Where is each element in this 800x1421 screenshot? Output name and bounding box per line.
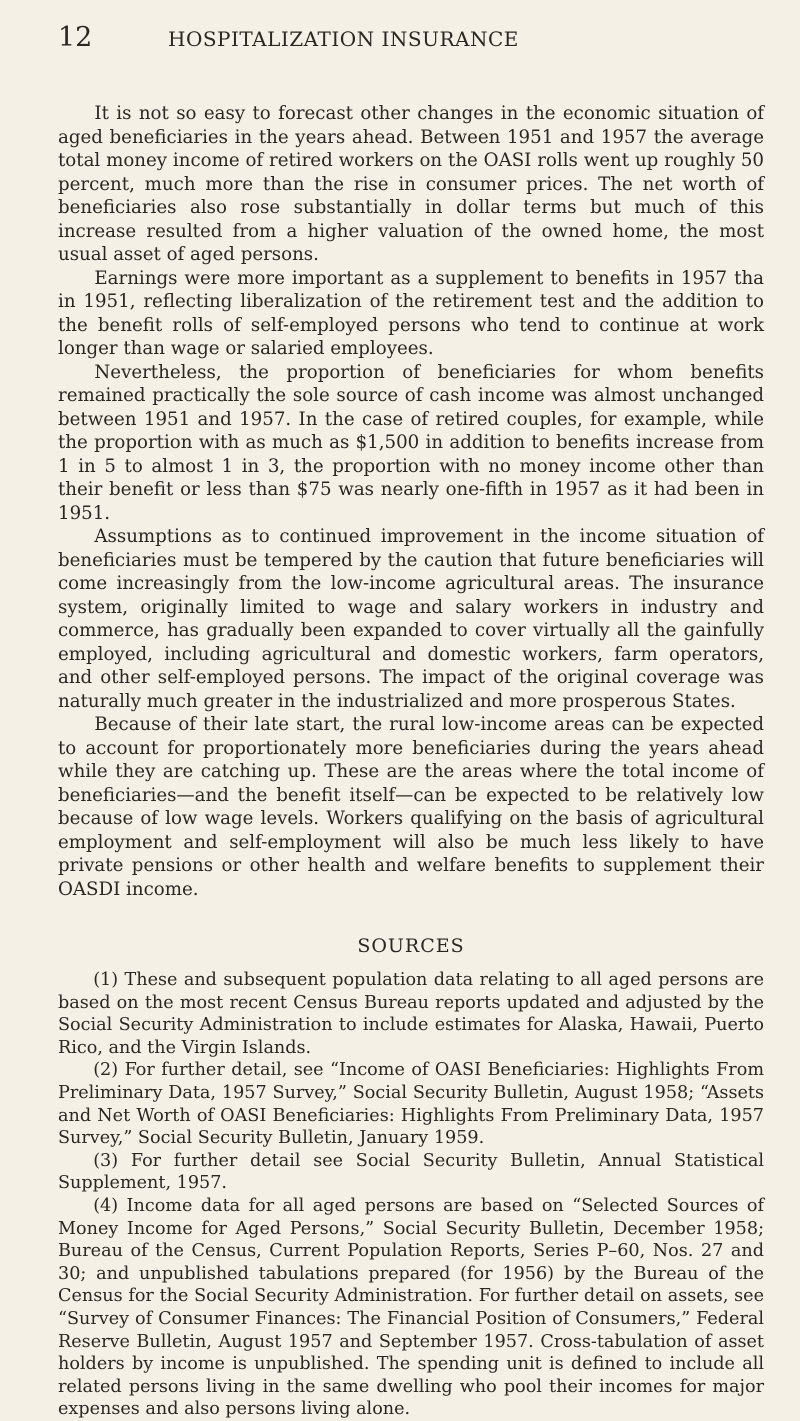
paragraph: Earnings were more important as a supplement to benefits in 1957 tha in 1951, reflecting liberalization of the retirement test and the addition to the benefit rolls of self-employed persons who tend to continue at work longer than wage or salaried employees. xyxy=(58,267,764,359)
running-head: HOSPITALIZATION INSURANCE xyxy=(168,27,519,51)
source-item: (3) For further detail see Social Security Bulletin, Annual Statistical Supplement, 1957. xyxy=(58,1150,764,1194)
source-item: (1) These and subsequent population data relating to all aged persons are based on the most recent Census Bureau reports updated and adjusted by the Social Security Administration to include estimates for Alaska, Hawaii, Puerto Rico, and the Virgin Islands. xyxy=(58,970,764,1058)
page-header xyxy=(58,22,764,62)
paragraph: Nevertheless, the proportion of beneficiaries for whom benefits remained practically the sole source of cash income was almost unchanged between 1951 and 1957. In the case of retired couples, for example, while the proportion with as much as $1,500 in addition to benefits increase from 1 in 5 to almost 1 in 3, the proportion with no money income other than their benefit or less than $75 was nearly one-fifth in 1957 as it had been in 1951. xyxy=(58,361,764,524)
page-number: 12 xyxy=(58,22,93,53)
sources-list xyxy=(58,969,764,1421)
paragraph: Assumptions as to continued improvement in the income situation of beneficiaries must be tempered by the caution that future beneficiaries will come increasingly from the low-income agricultural areas. The insurance system, originally limited to wage and salary workers in industry and commerce, has gradually been expanded to cover virtually all the gainfully employed, including agricultural and domestic workers, farm operators, and other self-employed persons. The impact of the original coverage was naturally much greater in the industrialized and more prosperous States. xyxy=(58,526,764,712)
paragraph: Because of their late start, the rural low-income areas can be expected to account for proportionately more beneficiaries during the years ahead while they are catching up. These are the areas where the total income of beneficiaries—and the benefit itself—can be expected to be relatively low because of low wage levels. Workers qualifying on the basis of agricultural employment and self-employment will also be much less likely to have private pensions or other health and welfare benefits to supplement their OASDI income. xyxy=(58,714,764,900)
paragraph: It is not so easy to forecast other changes in the economic situation of aged beneficiaries in the years ahead. Between 1951 and 1957 the average total money income of retired workers on the OASI rolls went up roughly 50 percent, much more than the rise in consumer prices. The net worth of beneficiaries also rose substantially in dollar terms but much of this increase resulted from a higher valuation of the owned home, the most usual asset of aged persons. xyxy=(58,103,764,265)
source-item: (4) Income data for all aged persons are based on “Selected Sources of Money Income for Aged Persons,” Social Security Bulletin, December 1958; Bureau of the Census, Current Population Reports, Series P–60, Nos. 27 and 30; and unpublished tabulations prepared (for 1956) by the Bureau of the Census for the Social Security Administration. For further detail on assets, see “Survey of Consumer Finances: The Financial Position of Consumers,” Federal Reserve Bulletin, August 1957 and September 1957. Cross-tabulation of asset holders by income is unpublished. The spending unit is defined to include all related persons living in the same dwelling who pool their incomes for major expenses and also persons living alone. xyxy=(58,1195,764,1420)
body-text xyxy=(58,102,764,901)
source-item: (2) For further detail, see “Income of OASI Beneficiaries: Highlights From Preliminary Data, 1957 Survey,” Social Security Bulletin, August 1958; “Assets and Net Worth of OASI Beneficiaries: Highlights From Preliminary Data, 1957 Survey,” Social Security Bulletin, January 1959. xyxy=(58,1060,764,1149)
sources-heading: SOURCES xyxy=(357,935,465,957)
